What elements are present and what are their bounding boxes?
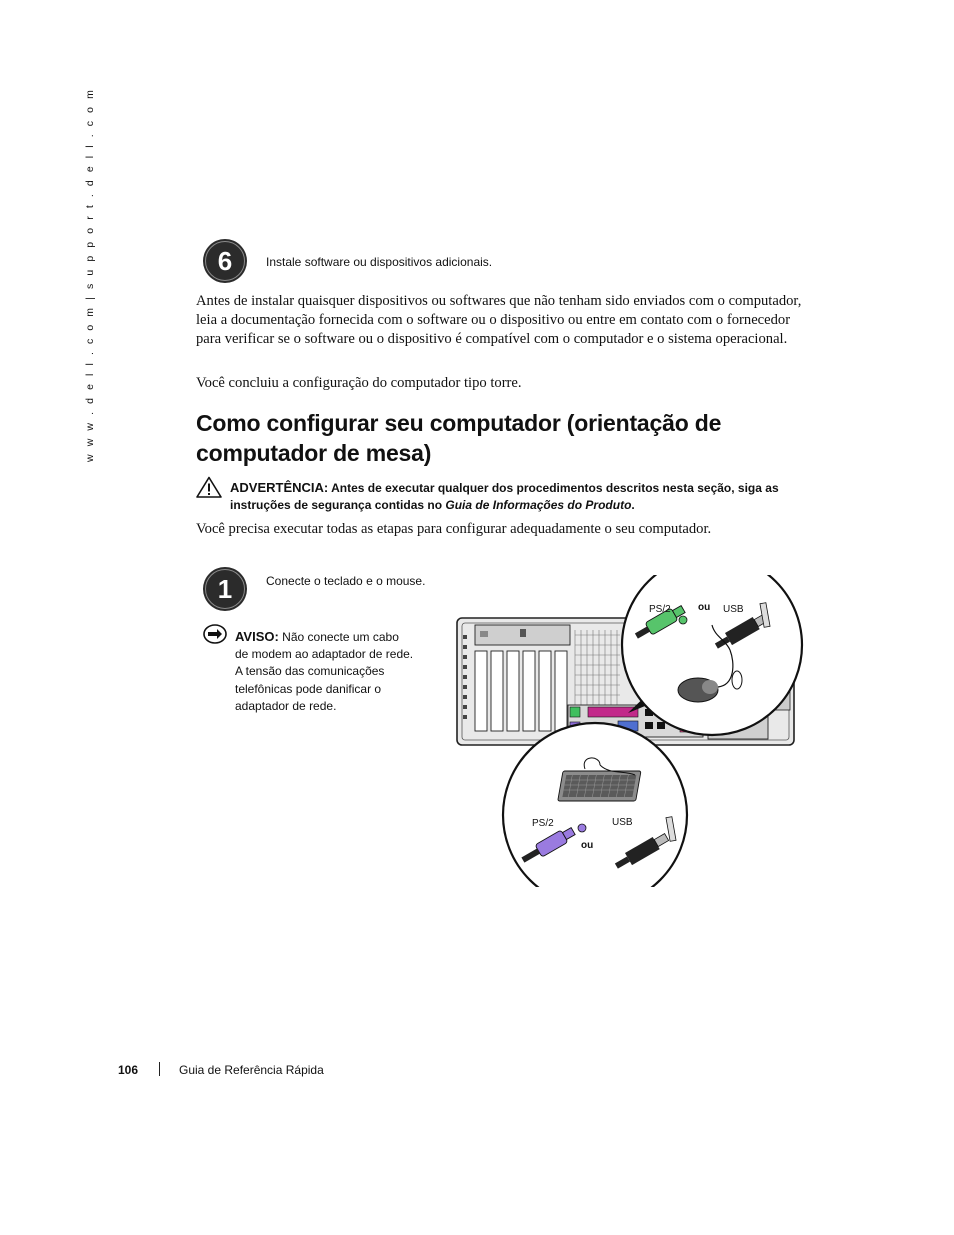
notice-hand-icon	[203, 624, 227, 644]
warning-body: Antes de executar qualquer dos procedimentos descritos nesta seção, siga as instruções de segurança contidas no	[230, 481, 779, 512]
top-ps2-label: PS/2	[649, 604, 671, 615]
keyboard-callout	[503, 723, 687, 887]
notice-label: AVISO:	[235, 629, 279, 644]
section-title: Como configurar seu computador (orientação de computador de mesa)	[196, 410, 722, 466]
keyboard-mouse-connection-illustration	[450, 575, 810, 887]
paragraph-all-steps: Você precisa executar todas as etapas para configurar adequadamente o seu computador.	[196, 521, 712, 537]
warning-label: ADVERTÊNCIA:	[230, 480, 329, 495]
step-1-text: Conecte o teclado e o mouse.	[266, 574, 426, 588]
step-1-badge	[201, 565, 249, 613]
warning-end: .	[631, 497, 635, 512]
warning-text	[230, 480, 790, 513]
bottom-usb-label: USB	[612, 817, 633, 828]
notice-body: Não conecte um cabo de modem ao adaptador de rede. A tensão das comunicações telefônicas pode danificar o adaptador de rede.	[235, 630, 414, 713]
bottom-ou-label: ou	[581, 840, 594, 851]
footer-separator	[159, 1062, 160, 1076]
step-1-number: 1	[217, 574, 233, 604]
footer-title: Guia de Referência Rápida	[179, 1063, 324, 1077]
notice-text	[235, 628, 415, 715]
step-6-number: 6	[217, 246, 233, 276]
warning-guide-title: Guia de Informações do Produto	[445, 497, 632, 512]
side-url-text: w w w . d e l l . c o m | s u p p o r t . d e l l . c o m	[84, 87, 96, 462]
step-6-text: Instale software ou dispositivos adicionais.	[266, 255, 493, 269]
side-url	[84, 87, 98, 462]
paragraph-compatibility: Antes de instalar quaisquer dispositivos ou softwares que não tenham sido enviados com o computador, leia a documentação fornecida com o software ou o dispositivo ou entre em contato com o fornecedor para verificar se o software ou o dispositivo é compatível com o computador e o sistema operacional.	[196, 293, 802, 347]
step-6-badge	[201, 237, 249, 285]
page-number: 106	[118, 1063, 139, 1077]
bottom-ps2-label: PS/2	[532, 818, 554, 829]
paragraph-tower-done: Você concluiu a configuração do computador tipo torre.	[196, 375, 522, 391]
top-ou-label: ou	[698, 602, 711, 613]
warning-triangle-icon	[196, 476, 222, 498]
top-usb-label: USB	[723, 604, 744, 615]
